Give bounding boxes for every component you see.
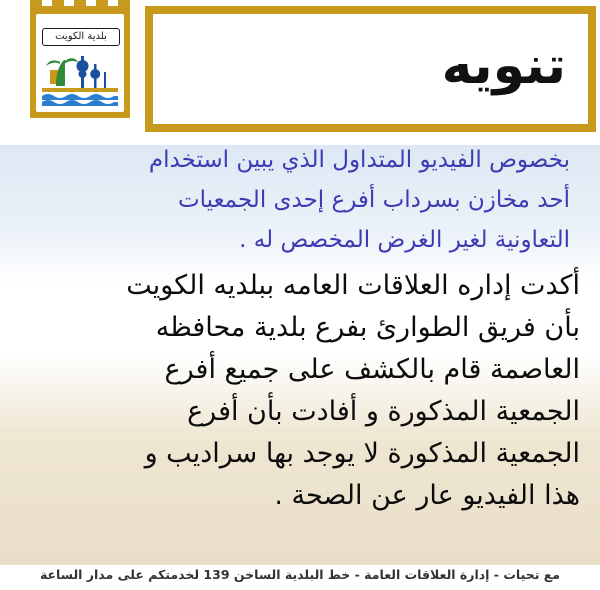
logo-crenel bbox=[30, 0, 42, 10]
logo-crenel bbox=[96, 0, 108, 10]
intro-line: بخصوص الفيديو المتداول الذي يبين استخدام bbox=[148, 147, 570, 173]
footer-signature: مع تحيات - إدارة العلاقات العامة - خط البلدية الساخن 139 لخدمتكم على مدار الساعة bbox=[39, 567, 561, 582]
statement-line: الجمعية المذكورة و أفادت بأن أفرع bbox=[187, 396, 580, 427]
statement-line: العاصمة قام بالكشف على جميع أفرع bbox=[164, 354, 580, 385]
logo-crenel bbox=[74, 0, 86, 10]
kuwait-municipality-logo bbox=[30, 6, 130, 118]
logo-crenel bbox=[118, 0, 130, 10]
kuwait-towers-icon bbox=[42, 50, 118, 108]
page-title: تنويه bbox=[441, 36, 566, 96]
statement-line: الجمعية المذكورة لا يوجد بها سراديب و bbox=[144, 438, 580, 469]
logo-crenel bbox=[52, 0, 64, 10]
header-inner-panel bbox=[153, 14, 588, 124]
header-banner bbox=[145, 6, 596, 132]
statement-line: بأن فريق الطوارئ بفرع بلدية محافظه bbox=[155, 312, 580, 343]
statement-paragraph bbox=[5, 265, 580, 517]
statement-line: هذا الفيديو عار عن الصحة . bbox=[274, 480, 580, 511]
statement-line: أكدت إداره العلاقات العامه ببلديه الكويت bbox=[126, 270, 580, 301]
intro-line: التعاونية لغير الغرض المخصص له . bbox=[239, 227, 570, 253]
logo-label: بلدية الكويت bbox=[42, 28, 120, 46]
intro-paragraph bbox=[10, 140, 570, 260]
intro-line: أحد مخازن بسرداب أفرع إحدى الجمعيات bbox=[177, 187, 570, 213]
